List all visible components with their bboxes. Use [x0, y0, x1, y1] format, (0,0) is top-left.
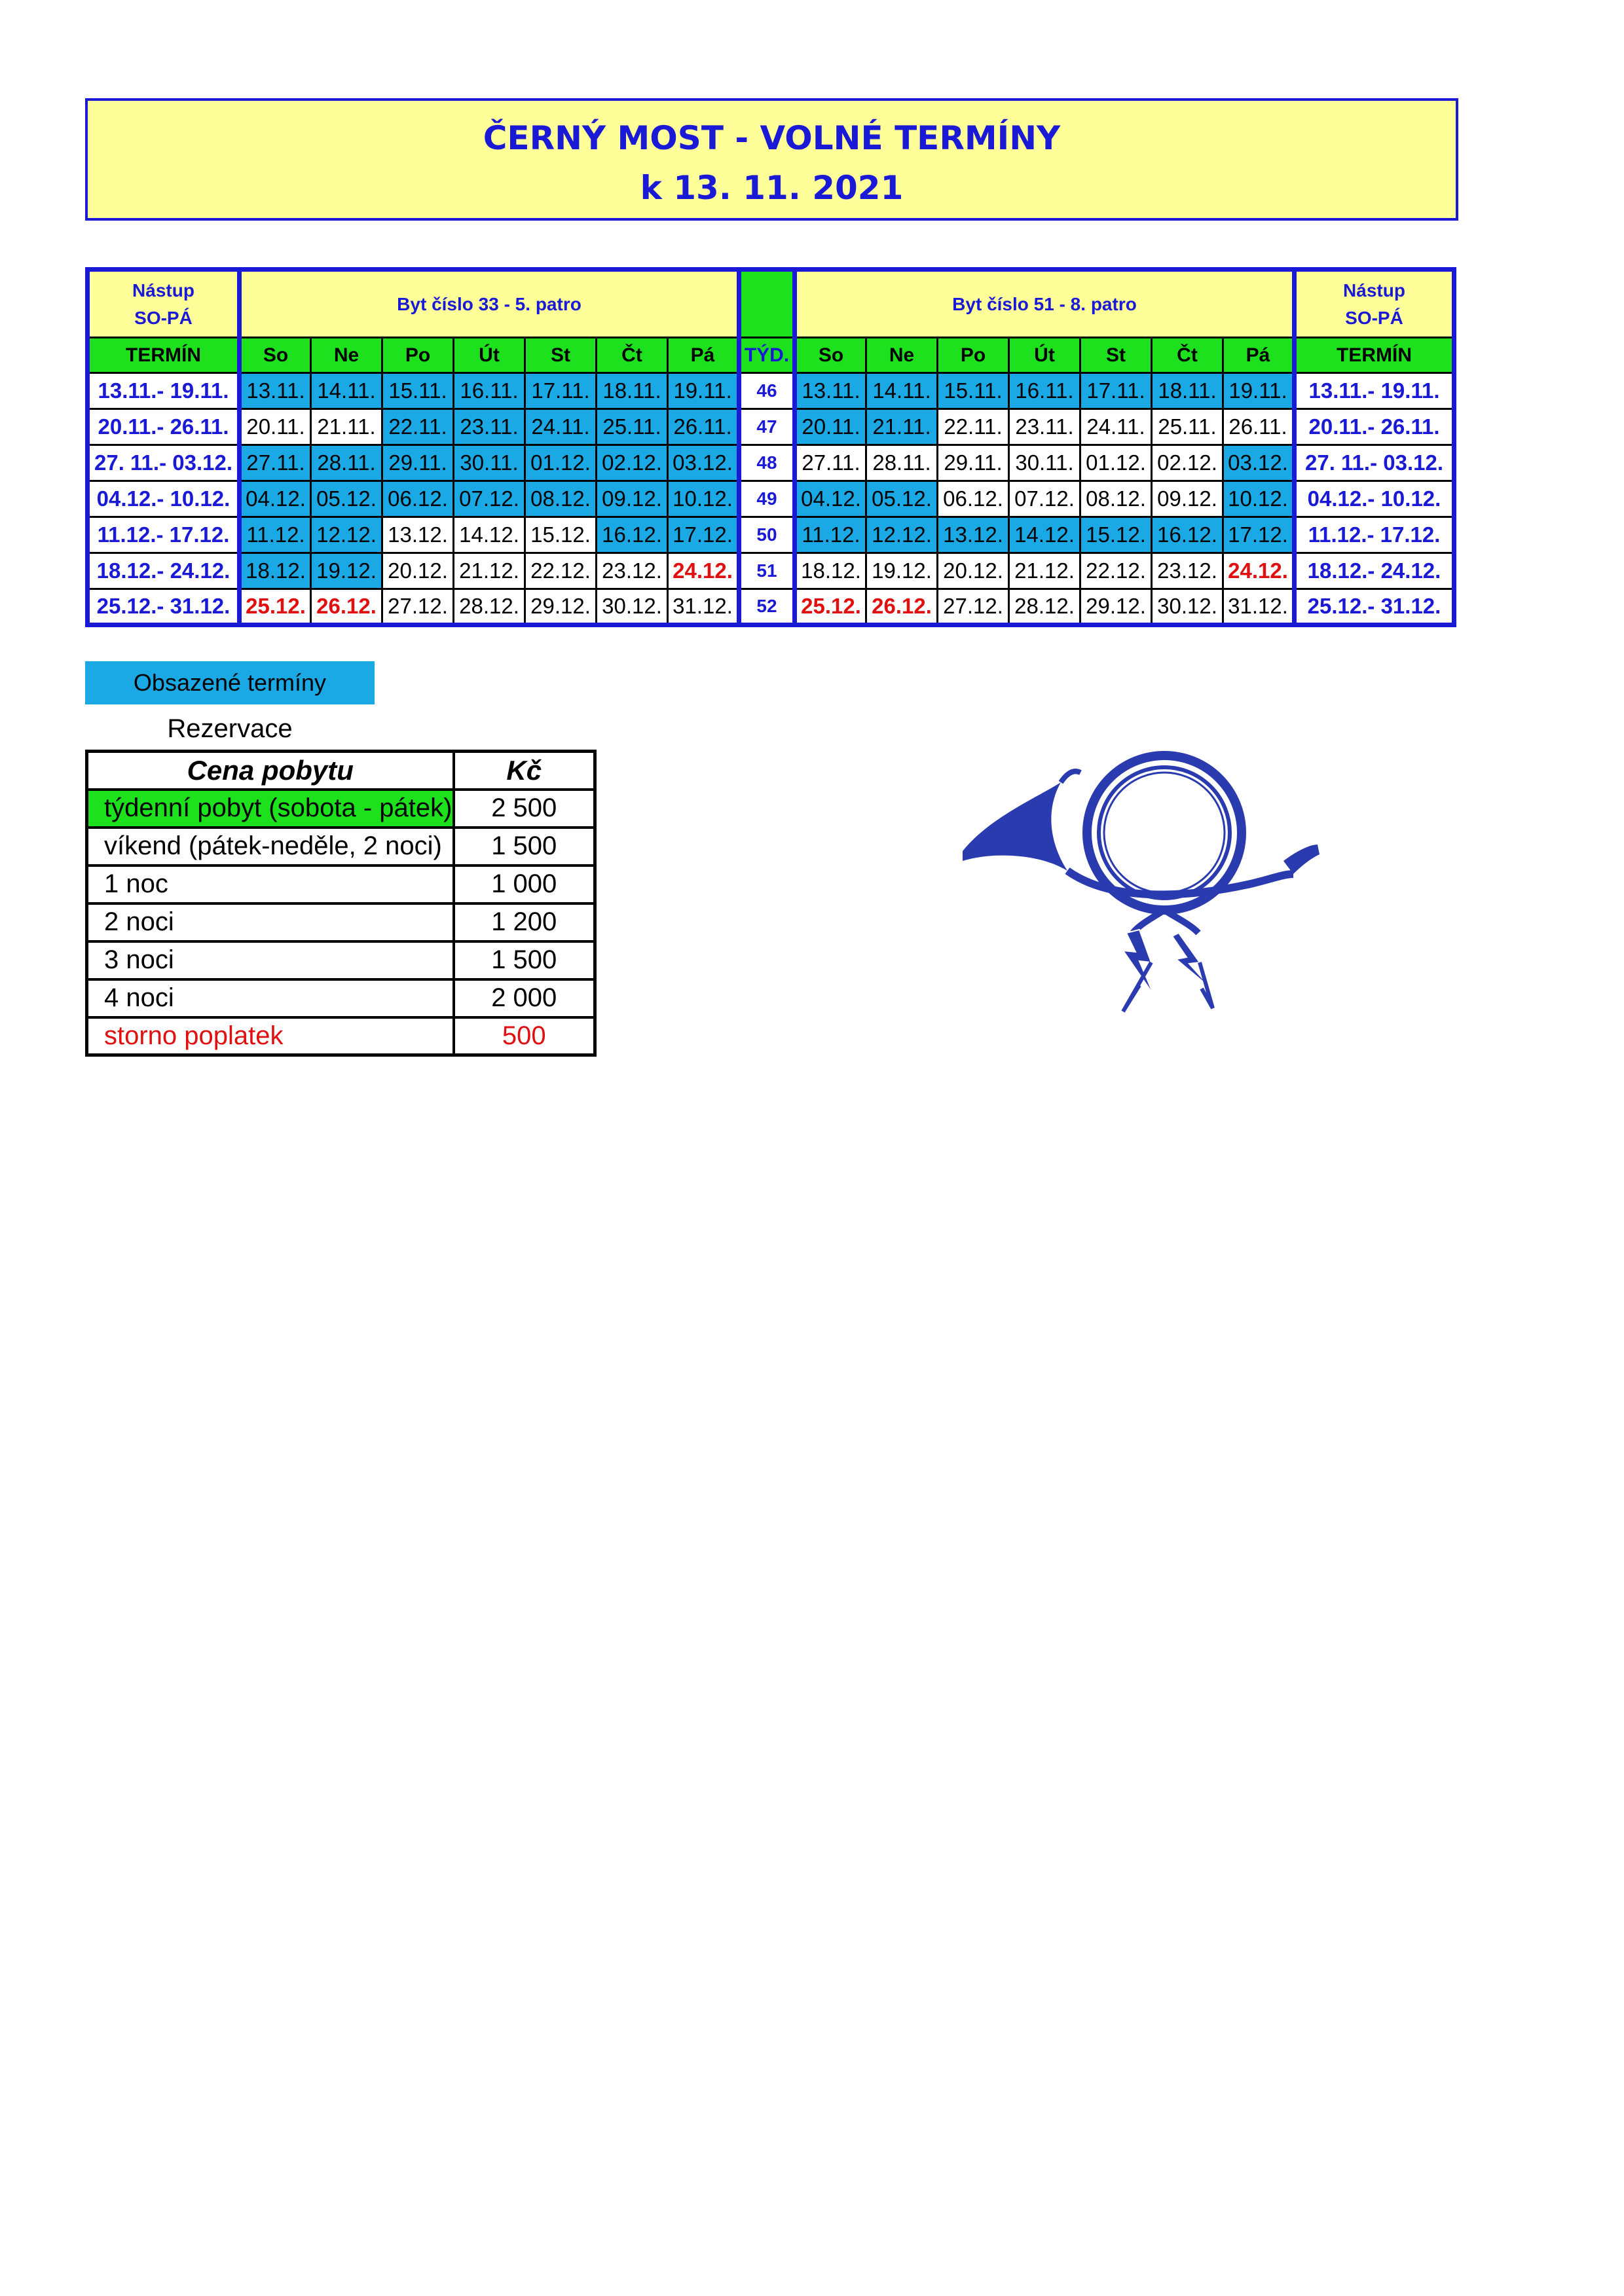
date-cell-flat33: 08.12.: [525, 481, 597, 517]
day-header-b-0: So: [795, 338, 866, 373]
term-right: 11.12.- 17.12.: [1295, 517, 1454, 553]
date-cell-flat51: 30.12.: [1152, 589, 1223, 625]
day-header-a-1: Ne: [311, 338, 382, 373]
flat-33-header: Byt číslo 33 - 5. patro: [240, 270, 739, 338]
date-cell-flat33: 13.12.: [382, 517, 454, 553]
date-cell-flat51: 17.11.: [1080, 373, 1152, 409]
term-right: 20.11.- 26.11.: [1295, 409, 1454, 445]
date-cell-flat51: 13.11.: [795, 373, 866, 409]
date-cell-flat33: 06.12.: [382, 481, 454, 517]
term-right: 13.11.- 19.11.: [1295, 373, 1454, 409]
day-header-a-4: St: [525, 338, 597, 373]
post-horn-icon: [943, 746, 1336, 1034]
price-value: 1 500: [454, 941, 595, 979]
date-cell-flat51: 24.12.: [1223, 553, 1295, 589]
date-cell-flat51: 24.11.: [1080, 409, 1152, 445]
price-label: 3 noci: [87, 941, 454, 979]
date-cell-flat51: 08.12.: [1080, 481, 1152, 517]
date-cell-flat51: 23.12.: [1152, 553, 1223, 589]
day-header-a-2: Po: [382, 338, 454, 373]
calendar-row: [88, 373, 1454, 409]
date-cell-flat51: 20.12.: [938, 553, 1009, 589]
day-header-a-6: Pá: [668, 338, 739, 373]
date-cell-flat33: 03.12.: [668, 445, 739, 481]
price-label: 1 noc: [87, 866, 454, 903]
availability-calendar: [85, 267, 1456, 627]
price-label: týdenní pobyt (sobota - pátek): [87, 790, 454, 828]
date-cell-flat33: 16.11.: [454, 373, 525, 409]
price-row: [87, 1017, 595, 1055]
date-cell-flat33: 07.12.: [454, 481, 525, 517]
price-value: 1 000: [454, 866, 595, 903]
date-cell-flat51: 29.11.: [938, 445, 1009, 481]
day-header-a-3: Út: [454, 338, 525, 373]
price-value: 500: [454, 1017, 595, 1055]
price-head-label: Cena pobytu: [87, 752, 454, 790]
date-cell-flat51: 30.11.: [1009, 445, 1080, 481]
date-cell-flat51: 20.11.: [795, 409, 866, 445]
week-number: 46: [739, 373, 795, 409]
termin-header-left: TERMÍN: [88, 338, 240, 373]
day-header-a-5: Čt: [597, 338, 668, 373]
date-cell-flat33: 17.11.: [525, 373, 597, 409]
price-row: [87, 941, 595, 979]
legend-occupied: Obsazené termíny: [85, 661, 375, 704]
nastup-right-header: Nástup SO-PÁ: [1295, 270, 1454, 338]
week-spacer: [739, 270, 795, 338]
date-cell-flat51: 09.12.: [1152, 481, 1223, 517]
date-cell-flat51: 29.12.: [1080, 589, 1152, 625]
date-cell-flat51: 15.12.: [1080, 517, 1152, 553]
price-label: 2 noci: [87, 903, 454, 941]
price-value: 1 500: [454, 828, 595, 866]
term-left: 25.12.- 31.12.: [88, 589, 240, 625]
date-cell-flat33: 29.12.: [525, 589, 597, 625]
page-title: ČERNÝ MOST - VOLNÉ TERMÍNY: [483, 119, 1061, 157]
calendar-row: [88, 409, 1454, 445]
date-cell-flat33: 29.11.: [382, 445, 454, 481]
date-cell-flat33: 18.12.: [240, 553, 311, 589]
date-cell-flat51: 17.12.: [1223, 517, 1295, 553]
date-cell-flat33: 12.12.: [311, 517, 382, 553]
date-cell-flat51: 15.11.: [938, 373, 1009, 409]
week-number: 47: [739, 409, 795, 445]
price-value: 2 500: [454, 790, 595, 828]
date-cell-flat51: 18.12.: [795, 553, 866, 589]
date-cell-flat51: 03.12.: [1223, 445, 1295, 481]
date-cell-flat33: 21.11.: [311, 409, 382, 445]
price-table: [85, 750, 597, 1057]
date-cell-flat51: 05.12.: [866, 481, 938, 517]
title-banner: [85, 98, 1458, 221]
price-row: [87, 828, 595, 866]
date-cell-flat51: 26.12.: [866, 589, 938, 625]
date-cell-flat33: 19.11.: [668, 373, 739, 409]
date-cell-flat51: 21.12.: [1009, 553, 1080, 589]
day-header-a-0: So: [240, 338, 311, 373]
term-left: 13.11.- 19.11.: [88, 373, 240, 409]
week-number: 52: [739, 589, 795, 625]
date-cell-flat51: 21.11.: [866, 409, 938, 445]
week-number: 49: [739, 481, 795, 517]
date-cell-flat33: 18.11.: [597, 373, 668, 409]
nastup-left-header: Nástup SO-PÁ: [88, 270, 240, 338]
date-cell-flat51: 19.11.: [1223, 373, 1295, 409]
date-cell-flat33: 17.12.: [668, 517, 739, 553]
date-cell-flat51: 27.12.: [938, 589, 1009, 625]
date-cell-flat33: 22.11.: [382, 409, 454, 445]
term-left: 04.12.- 10.12.: [88, 481, 240, 517]
date-cell-flat51: 14.11.: [866, 373, 938, 409]
price-row: [87, 979, 595, 1017]
date-cell-flat33: 21.12.: [454, 553, 525, 589]
day-header-b-4: St: [1080, 338, 1152, 373]
price-head-currency: Kč: [454, 752, 595, 790]
page-subtitle-date: k 13. 11. 2021: [640, 169, 904, 207]
date-cell-flat51: 04.12.: [795, 481, 866, 517]
date-cell-flat33: 14.11.: [311, 373, 382, 409]
flat-51-header: Byt číslo 51 - 8. patro: [795, 270, 1295, 338]
date-cell-flat51: 25.11.: [1152, 409, 1223, 445]
day-header-b-3: Út: [1009, 338, 1080, 373]
day-header-b-2: Po: [938, 338, 1009, 373]
date-cell-flat33: 23.12.: [597, 553, 668, 589]
week-number: 51: [739, 553, 795, 589]
date-cell-flat33: 23.11.: [454, 409, 525, 445]
date-cell-flat33: 10.12.: [668, 481, 739, 517]
date-cell-flat51: 23.11.: [1009, 409, 1080, 445]
date-cell-flat51: 14.12.: [1009, 517, 1080, 553]
week-number: 50: [739, 517, 795, 553]
date-cell-flat51: 22.11.: [938, 409, 1009, 445]
date-cell-flat33: 31.12.: [668, 589, 739, 625]
price-value: 2 000: [454, 979, 595, 1017]
date-cell-flat33: 09.12.: [597, 481, 668, 517]
date-cell-flat51: 19.12.: [866, 553, 938, 589]
date-cell-flat51: 27.11.: [795, 445, 866, 481]
price-label: víkend (pátek-neděle, 2 noci): [87, 828, 454, 866]
date-cell-flat51: 26.11.: [1223, 409, 1295, 445]
date-cell-flat51: 02.12.: [1152, 445, 1223, 481]
calendar-row: [88, 517, 1454, 553]
date-cell-flat33: 24.11.: [525, 409, 597, 445]
week-header: TÝD.: [739, 338, 795, 373]
date-cell-flat33: 22.12.: [525, 553, 597, 589]
date-cell-flat51: 12.12.: [866, 517, 938, 553]
date-cell-flat33: 30.12.: [597, 589, 668, 625]
date-cell-flat51: 10.12.: [1223, 481, 1295, 517]
date-cell-flat33: 15.12.: [525, 517, 597, 553]
date-cell-flat33: 13.11.: [240, 373, 311, 409]
day-header-b-1: Ne: [866, 338, 938, 373]
price-label: 4 noci: [87, 979, 454, 1017]
calendar-row: [88, 553, 1454, 589]
day-header-b-6: Pá: [1223, 338, 1295, 373]
date-cell-flat33: 20.11.: [240, 409, 311, 445]
date-cell-flat51: 25.12.: [795, 589, 866, 625]
date-cell-flat33: 20.12.: [382, 553, 454, 589]
date-cell-flat33: 05.12.: [311, 481, 382, 517]
date-cell-flat33: 25.12.: [240, 589, 311, 625]
date-cell-flat33: 02.12.: [597, 445, 668, 481]
date-cell-flat33: 14.12.: [454, 517, 525, 553]
date-cell-flat33: 26.11.: [668, 409, 739, 445]
date-cell-flat51: 28.11.: [866, 445, 938, 481]
date-cell-flat51: 01.12.: [1080, 445, 1152, 481]
calendar-row: [88, 589, 1454, 625]
date-cell-flat51: 11.12.: [795, 517, 866, 553]
date-cell-flat33: 27.12.: [382, 589, 454, 625]
date-cell-flat51: 06.12.: [938, 481, 1009, 517]
date-cell-flat51: 07.12.: [1009, 481, 1080, 517]
date-cell-flat33: 04.12.: [240, 481, 311, 517]
date-cell-flat51: 18.11.: [1152, 373, 1223, 409]
date-cell-flat51: 16.11.: [1009, 373, 1080, 409]
term-left: 20.11.- 26.11.: [88, 409, 240, 445]
date-cell-flat33: 28.11.: [311, 445, 382, 481]
date-cell-flat33: 19.12.: [311, 553, 382, 589]
date-cell-flat33: 25.11.: [597, 409, 668, 445]
price-row: [87, 903, 595, 941]
date-cell-flat33: 30.11.: [454, 445, 525, 481]
day-header-b-5: Čt: [1152, 338, 1223, 373]
date-cell-flat33: 11.12.: [240, 517, 311, 553]
term-left: 27. 11.- 03.12.: [88, 445, 240, 481]
date-cell-flat51: 31.12.: [1223, 589, 1295, 625]
price-label: storno poplatek: [87, 1017, 454, 1055]
date-cell-flat33: 15.11.: [382, 373, 454, 409]
price-table-header: [87, 752, 595, 790]
date-cell-flat51: 16.12.: [1152, 517, 1223, 553]
date-cell-flat33: 24.12.: [668, 553, 739, 589]
date-cell-flat51: 13.12.: [938, 517, 1009, 553]
date-cell-flat51: 28.12.: [1009, 589, 1080, 625]
term-right: 25.12.- 31.12.: [1295, 589, 1454, 625]
price-row: [87, 790, 595, 828]
term-right: 04.12.- 10.12.: [1295, 481, 1454, 517]
calendar-row: [88, 481, 1454, 517]
termin-header-right: TERMÍN: [1295, 338, 1454, 373]
date-cell-flat33: 28.12.: [454, 589, 525, 625]
price-row: [87, 866, 595, 903]
date-cell-flat33: 27.11.: [240, 445, 311, 481]
date-cell-flat51: 22.12.: [1080, 553, 1152, 589]
date-cell-flat33: 01.12.: [525, 445, 597, 481]
calendar-row: [88, 445, 1454, 481]
price-value: 1 200: [454, 903, 595, 941]
date-cell-flat33: 26.12.: [311, 589, 382, 625]
date-cell-flat33: 16.12.: [597, 517, 668, 553]
legend-reservation: Rezervace: [167, 714, 293, 743]
term-left: 11.12.- 17.12.: [88, 517, 240, 553]
week-number: 48: [739, 445, 795, 481]
term-left: 18.12.- 24.12.: [88, 553, 240, 589]
term-right: 27. 11.- 03.12.: [1295, 445, 1454, 481]
term-right: 18.12.- 24.12.: [1295, 553, 1454, 589]
